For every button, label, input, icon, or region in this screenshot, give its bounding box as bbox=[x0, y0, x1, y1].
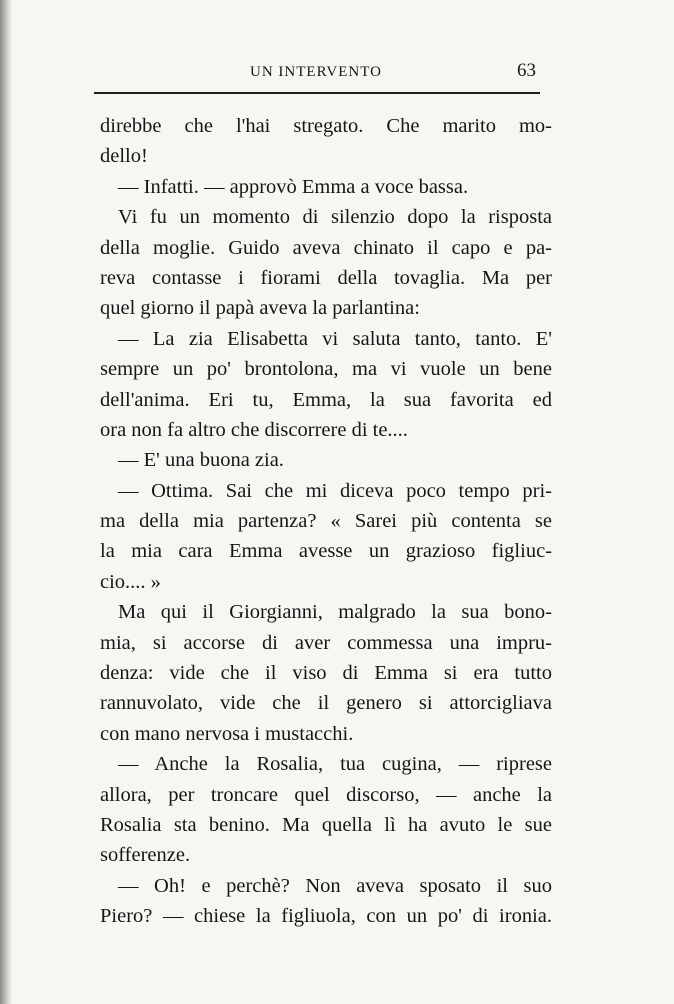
body-text bbox=[100, 111, 552, 932]
text-line: — La zia Elisabetta vi saluta tanto, tanto. E' bbox=[118, 327, 552, 350]
text-line: ora non fa altro che discorrere di te.... bbox=[100, 418, 408, 441]
text-line: mia, si accorse di aver commessa una impru- bbox=[100, 631, 552, 654]
text-line: Piero? — chiese la figliuola, con un po' di ironia. bbox=[100, 905, 552, 928]
text-line: sofferenze. bbox=[100, 844, 191, 867]
text-line: Rosalia sta benino. Ma quella lì ha avuto le sue bbox=[100, 813, 552, 836]
text-line: denza: vide che il viso di Emma si era tutto bbox=[100, 662, 552, 685]
text-line: — Ottima. Sai che mi diceva poco tempo pri- bbox=[118, 479, 552, 502]
text-line: della moglie. Guido aveva chinato il capo e pa- bbox=[100, 236, 552, 259]
text-line: Vi fu un momento di silenzio dopo la risposta bbox=[118, 206, 552, 229]
text-line: dello! bbox=[100, 145, 148, 168]
text-line: quel giorno il papà aveva la parlantina: bbox=[100, 297, 420, 320]
text-line: sempre un po' brontolona, ma vi vuole un bene bbox=[100, 358, 552, 381]
text-line: reva contasse i fiorami della tovaglia. Ma per bbox=[100, 266, 552, 289]
text-line: rannuvolato, vide che il genero si attorcigliava bbox=[100, 692, 552, 715]
page-number: 63 bbox=[517, 60, 536, 81]
running-title: UN INTERVENTO bbox=[250, 64, 382, 80]
text-line: Ma qui il Giorgianni, malgrado la sua bono- bbox=[118, 601, 552, 624]
text-line: direbbe che l'hai stregato. Che marito mo- bbox=[100, 115, 552, 137]
text-line: dell'anima. Eri tu, Emma, la sua favorita ed bbox=[100, 388, 552, 411]
header-rule bbox=[94, 92, 540, 94]
text-line: — Oh! e perchè? Non aveva sposato il suo bbox=[118, 874, 552, 897]
text-line: — E' una buona zia. bbox=[118, 449, 284, 472]
text-line: con mano nervosa i mustacchi. bbox=[100, 722, 354, 745]
text-line: cio.... » bbox=[100, 570, 161, 593]
text-line: — Infatti. — approvò Emma a voce bassa. bbox=[118, 175, 469, 198]
page-binding-shadow bbox=[0, 0, 12, 1004]
text-line: — Anche la Rosalia, tua cugina, — riprese bbox=[118, 753, 552, 776]
text-line: la mia cara Emma avesse un grazioso figliuc- bbox=[100, 540, 552, 563]
text-line: allora, per troncare quel discorso, — anche la bbox=[100, 783, 552, 806]
text-line: ma della mia partenza? « Sarei più contenta se bbox=[100, 510, 552, 533]
page-header bbox=[94, 58, 540, 94]
